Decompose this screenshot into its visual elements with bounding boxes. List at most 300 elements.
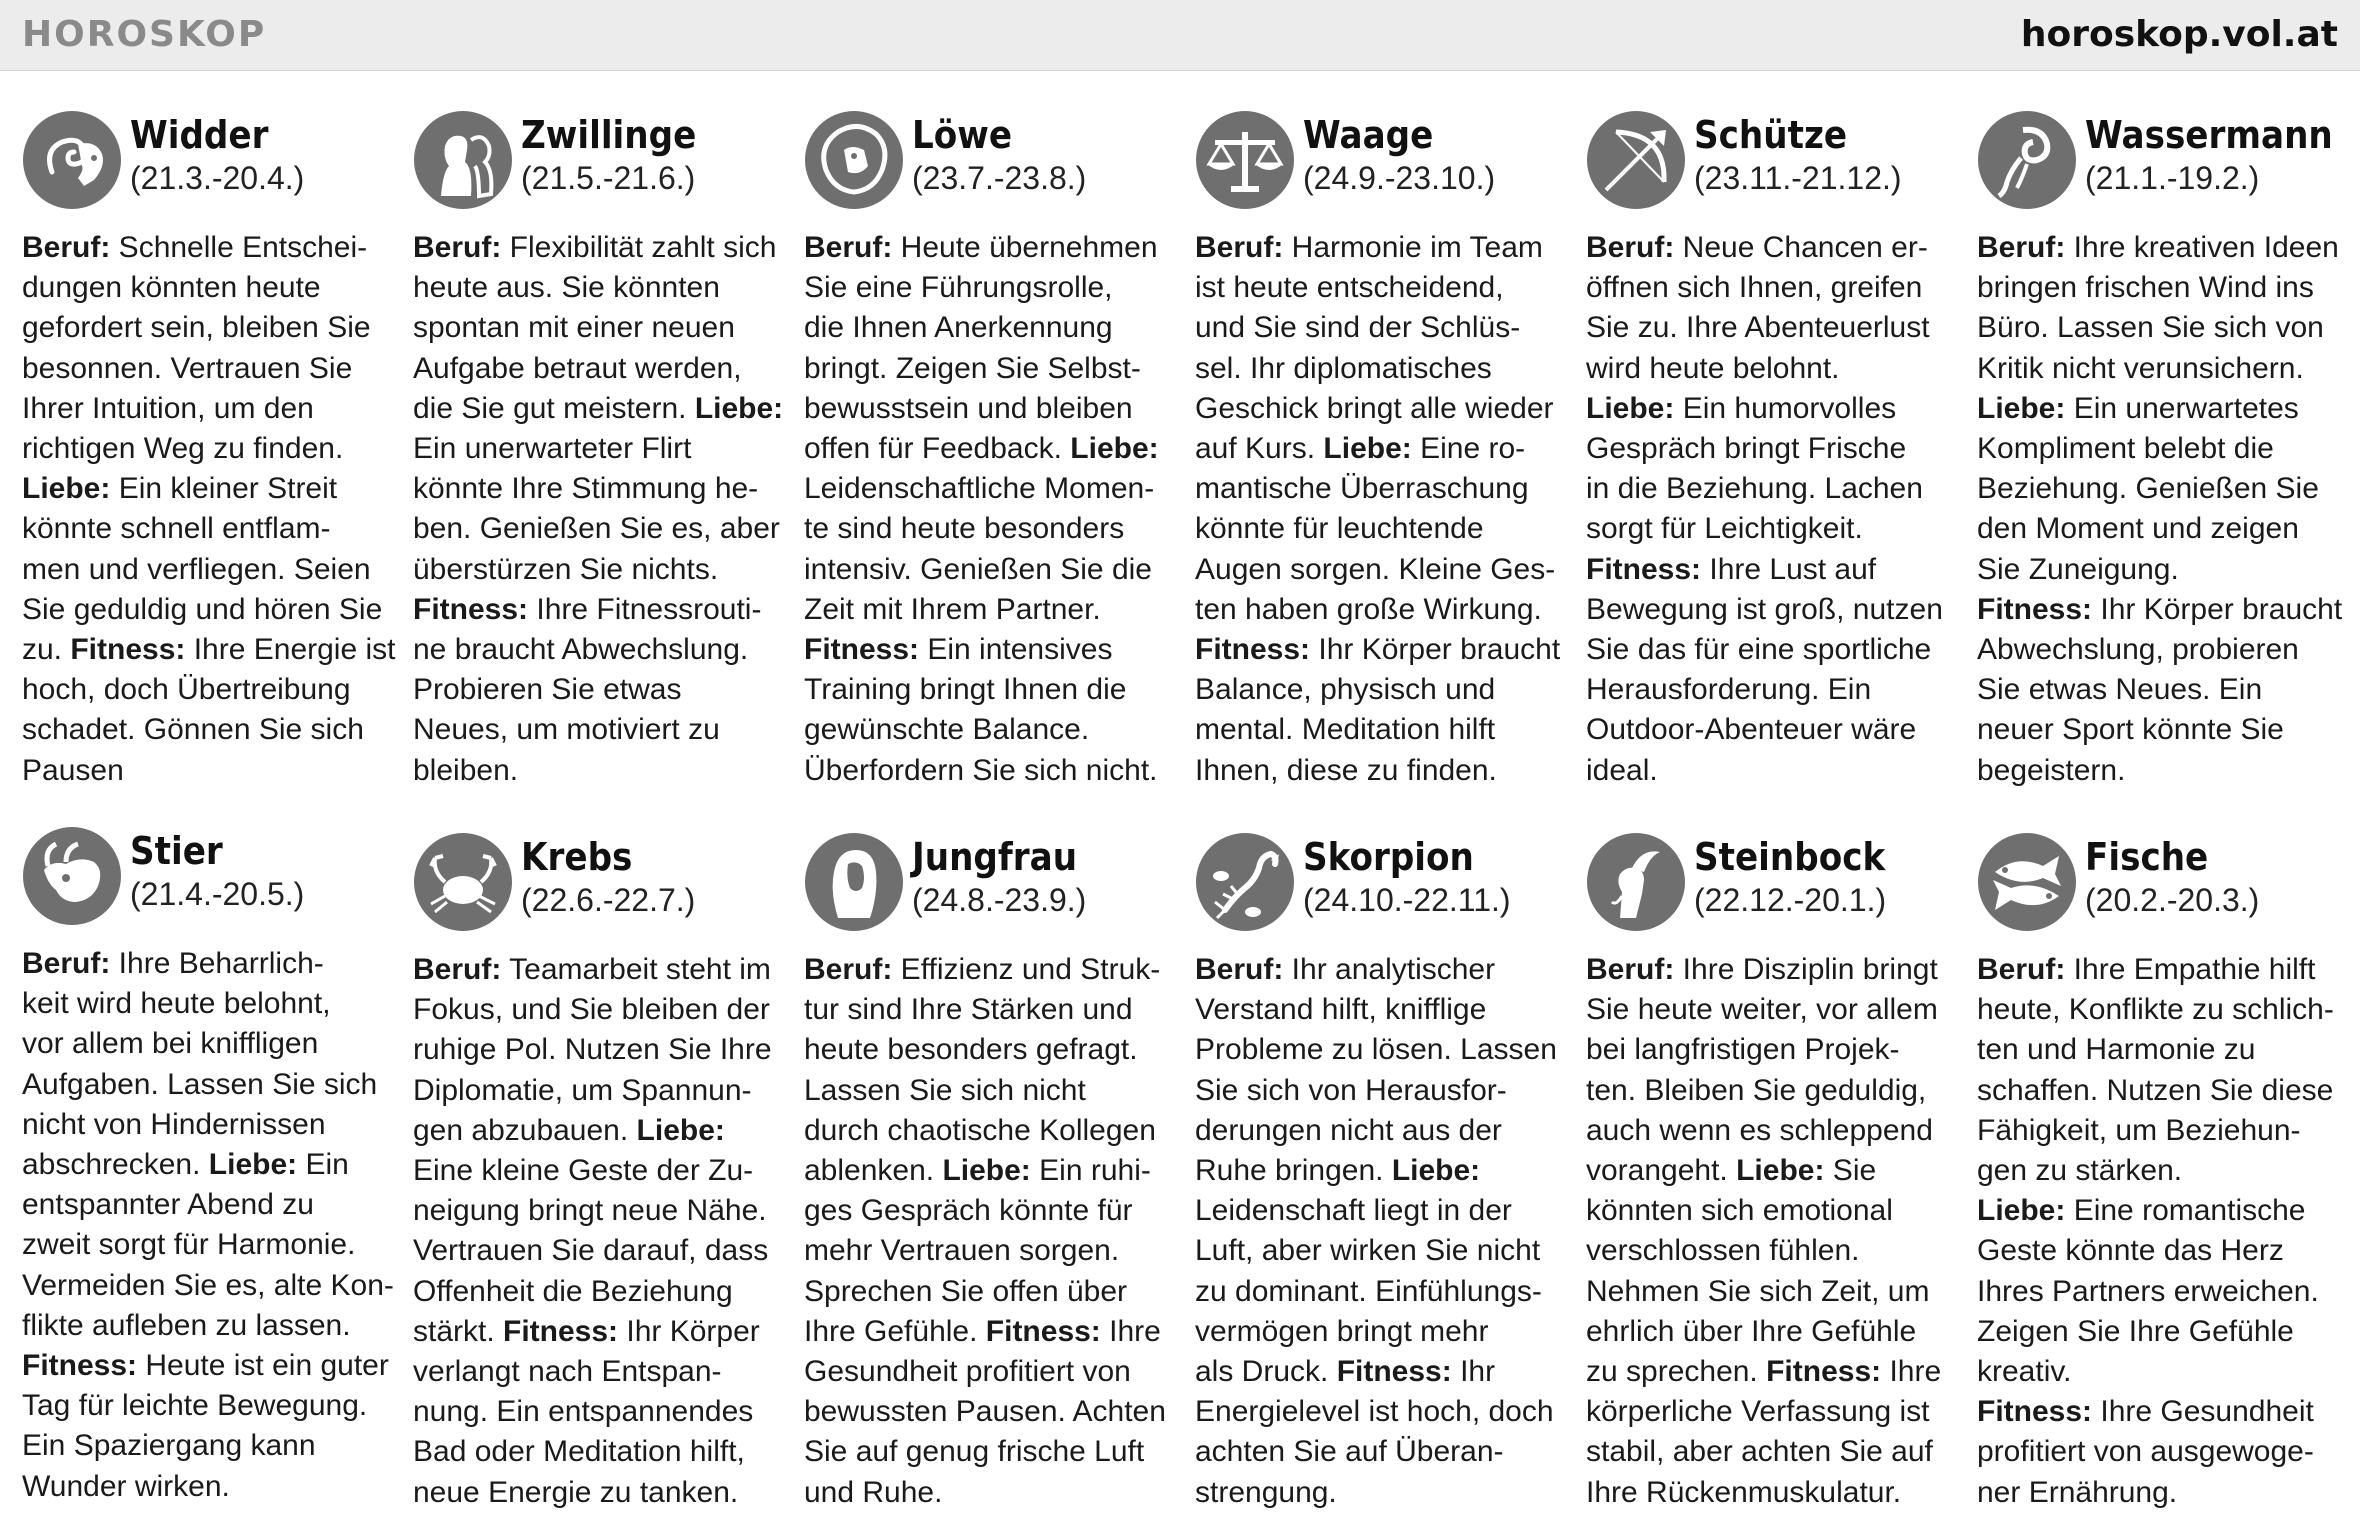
sign-name: Jungfrau [912,835,1078,879]
text-run: Geste könnte das Herz [1977,1234,2284,1268]
text-run: Effizienz und Struk- [892,953,1161,986]
text-line [1586,1392,1956,1432]
text-run: mantische Überraschung [1195,472,1529,506]
taurus-bull-icon [22,826,122,926]
category-label: Beruf: [1586,953,1675,986]
text-line [1195,429,1565,469]
category-label: Beruf: [1977,231,2066,264]
text-line [413,1191,783,1231]
text-run: Fokus, und Sie bleiben der [413,993,770,1027]
text-run: Vertrauen Sie darauf, dass [413,1234,769,1268]
text-run: Ihre [1881,1355,1942,1389]
text-line [22,1306,392,1346]
text-line [413,349,783,389]
text-line [1977,1030,2347,1070]
category-label: Fitness: [1195,633,1311,667]
text-run: Sie das für eine sportliche [1586,633,1932,667]
text-line [1977,268,2347,308]
text-run: gefordert sein, bleiben Sie [22,311,371,345]
sign-dates: (20.2.-20.3.) [2085,882,2260,918]
text-run: Ihre Gefühle. [804,1314,986,1348]
sign-text [22,944,392,1507]
text-line [804,509,1174,549]
sign-name: Schütze [1694,113,1848,157]
text-run: vermögen bringt mehr [1195,1314,1489,1348]
text-line [22,349,392,389]
text-line [22,1105,392,1145]
text-line [1977,509,2347,549]
text-line [413,429,783,469]
text-run: Herausforderung. Ein [1586,673,1872,707]
text-run: öffnen sich Ihnen, greifen [1586,271,1923,305]
text-run: schadet. Gönnen Sie sich [22,713,364,747]
text-line [804,590,1174,630]
text-line [1586,1111,1956,1151]
text-run: Pausen [22,753,124,787]
text-line [1977,429,2347,469]
virgo-maiden-icon [804,832,904,932]
sign-dates: (23.11.-21.12.) [1694,160,1902,196]
text-run: schaffen. Nutzen Sie diese [1977,1073,2334,1107]
text-line [1977,670,2347,710]
text-run: bei langfristigen Projek- [1586,1033,1900,1067]
text-run: mehr Vertrauen sorgen. [804,1234,1120,1268]
text-run: flikte aufleben zu lassen. [22,1308,351,1342]
text-run: Bad oder Meditation hilft, [413,1435,745,1469]
text-run: auch wenn es schleppend [1586,1113,1933,1147]
text-run: Ihre Lust auf [1701,552,1877,586]
aries-ram-icon [22,110,122,210]
sign-dates: (21.1.-19.2.) [2085,160,2260,196]
text-run: Ihre Gesundheit [2092,1395,2314,1429]
text-line [1586,670,1956,710]
text-run: neue Energie zu tanken. [413,1475,739,1509]
text-line [1586,1473,1956,1513]
text-run: ner Ernährung. [1977,1475,2178,1509]
text-line [804,429,1174,469]
text-run: Kritik nicht verunsichern. [1977,351,2304,385]
text-run: bewussten Pausen. Achten [804,1395,1166,1429]
text-run: Verstand hilft, knifflige [1195,993,1487,1027]
sign-dates: (22.12.-20.1.) [1694,882,1887,918]
text-run: besonnen. Vertrauen Sie [22,351,353,385]
text-run: Vermeiden Sie es, alte Kon- [22,1268,394,1302]
text-run: vorangeht. [1586,1154,1737,1188]
text-run: ten und Harmonie zu [1977,1033,2256,1067]
text-run: Sie [1824,1154,1877,1188]
text-line [22,1426,392,1466]
text-run: könnten sich emotional [1586,1194,1893,1228]
text-line [1195,550,1565,590]
text-line [804,268,1174,308]
text-run: dungen könnten heute [22,271,321,305]
text-run: Ihr Körper braucht [1310,633,1561,667]
text-run: Abwechslung, probieren [1977,633,2299,667]
text-line [22,630,396,670]
text-line [1586,429,1956,469]
text-line [22,1266,392,1306]
text-line [1977,1272,2347,1312]
text-run: Sie auf genug frische Luft [804,1435,1145,1469]
text-run: Ein unerwartetes [2065,391,2299,425]
text-run: richtigen Weg zu finden. [22,432,344,466]
text-run: gen zu stärken. [1977,1154,2183,1188]
text-run: Bewegung ist groß, nutzen [1586,592,1943,626]
text-run: Flexibilität zahlt sich [501,231,777,264]
sign-dates: (24.9.-23.10.) [1303,160,1496,196]
text-line [1586,630,1956,670]
text-run: spontan mit einer neuen [413,311,735,345]
text-run: Ihre Disziplin bringt [1674,953,1938,986]
text-run: stärkt. [413,1314,504,1348]
sign-dates: (24.10.-22.11.) [1303,882,1511,918]
category-label: Beruf: [804,231,893,264]
cancer-crab-icon [413,832,513,932]
text-line [22,228,392,268]
text-line [804,710,1174,750]
text-line [413,550,783,590]
text-line [22,944,392,984]
text-run: kreativ. [1977,1355,2072,1389]
sign-name: Zwillinge [521,113,697,157]
text-line [22,710,392,750]
sign-text [413,950,783,1513]
category-label: Liebe: [1977,391,2066,425]
text-run: Ihr [1451,1355,1496,1389]
text-line [22,308,392,348]
text-run: Training bringt Ihnen die [804,673,1127,707]
text-line [1195,630,1565,670]
text-run: Ihre kreativen Ideen [2065,231,2339,264]
text-line [1195,751,1565,791]
text-line [1195,308,1565,348]
text-line [1195,268,1565,308]
text-run: strengung. [1195,1475,1337,1509]
text-run: Gesundheit profitiert von [804,1355,1131,1389]
text-run: und Sie sind der Schlüs- [1195,311,1521,345]
text-run: abschrecken. [22,1148,209,1182]
text-line [22,429,392,469]
text-line [1977,1473,2347,1513]
category-label: Liebe: [1736,1154,1825,1188]
text-line [22,590,392,630]
text-run: Zeigen Sie Ihre Gefühle [1977,1314,2294,1348]
text-run: te sind heute besonders [804,512,1125,546]
text-line [1586,550,1956,590]
sign-text [22,228,396,791]
text-line [413,308,783,348]
sign-name: Wassermann [2085,113,2333,157]
category-label: Beruf: [22,231,111,264]
text-line [804,1111,1174,1151]
text-line [1195,1432,1565,1472]
text-line [22,670,392,710]
category-label: Liebe: [1586,391,1675,425]
text-line [804,1392,1174,1432]
text-run: könnte für leuchtende [1195,512,1484,546]
text-line [1977,630,2347,670]
category-label: Beruf: [413,231,502,264]
category-label: Liebe: [208,1148,298,1182]
text-line [1195,1071,1565,1111]
text-run: verlangt nach Entspan- [413,1355,722,1389]
text-run: Probieren Sie etwas [413,673,682,707]
text-line [413,469,783,509]
text-run: Fähigkeit, um Beziehun- [1977,1113,2301,1147]
text-line [804,228,1174,268]
text-line [1586,990,1956,1030]
text-run: Diplomatie, um Spannun- [413,1073,752,1107]
text-run: heute, Konflikte zu schlich- [1977,993,2334,1027]
text-line [804,308,1174,348]
text-line [413,950,783,990]
text-run: neigung bringt neue Nähe. [413,1194,767,1228]
text-run: auf Kurs. [1195,432,1324,466]
sign-text [1195,228,1565,791]
text-line [22,509,392,549]
text-run: ges Gespräch könnte für [804,1194,1133,1228]
text-line [804,349,1174,389]
category-label: Beruf: [804,953,893,986]
text-line [1586,1030,1956,1070]
category-label: Beruf: [1586,231,1675,264]
pisces-fish-icon [1977,832,2077,932]
text-line [1195,590,1565,630]
scorpio-scorpion-icon [1195,832,1295,932]
text-run: stabil, aber achten Sie auf [1586,1435,1933,1469]
category-label: Beruf: [1195,231,1284,264]
category-label: Fitness: [22,1349,138,1383]
text-run: ehrlich über Ihre Gefühle [1586,1314,1917,1348]
site-link[interactable]: horoskop.vol.at [2020,14,2338,55]
text-run: heute aus. Sie könnten [413,271,720,305]
text-line [1977,1352,2347,1392]
text-run: heute besonders gefragt. [804,1033,1138,1067]
gemini-twins-icon [413,110,513,210]
text-run: körperliche Verfassung ist [1586,1395,1930,1429]
text-run: durch chaotische Kollegen [804,1113,1156,1147]
text-line [413,751,783,791]
text-run: bewusstsein und bleiben [804,391,1133,425]
text-run: Ein ruhi- [1030,1154,1151,1188]
text-line [804,1473,1174,1513]
category-label: Fitness: [804,633,920,667]
text-run: mental. Meditation hilft [1195,713,1496,747]
text-run: Neues, um motiviert zu [413,713,720,747]
sign-text [1977,950,2347,1513]
text-run: nung. Ein entspannendes [413,1395,754,1429]
category-label: Fitness: [1977,1395,2093,1429]
text-run: ruhige Pol. Nutzen Sie Ihre [413,1033,772,1067]
text-line [22,1185,392,1225]
category-label: Liebe: [1323,432,1412,466]
text-run: Ihres Partners erweichen. [1977,1274,2319,1308]
text-line [804,469,1174,509]
text-run: ideal. [1586,753,1658,787]
text-line [1586,1352,1956,1392]
text-run: Ihr Körper braucht [2092,592,2343,626]
text-run: Teamarbeit steht im [501,953,771,986]
text-line [1195,1030,1565,1070]
sign-text [1586,950,1956,1513]
aquarius-water-bearer-icon [1977,110,2077,210]
text-line [1586,710,1956,750]
text-run: Ihrer Intuition, um den [22,391,314,425]
sagittarius-bow-icon [1586,110,1686,210]
category-label: Liebe: [22,472,111,506]
text-line [413,1352,783,1392]
text-line [1586,469,1956,509]
text-line [1195,1352,1565,1392]
category-label: Fitness: [1586,552,1702,586]
sign-text [1195,950,1565,1513]
text-line [413,268,783,308]
text-run: bleiben. [413,753,519,787]
sign-name: Skorpion [1303,835,1474,879]
category-label: Fitness: [1336,1355,1452,1389]
text-run: sel. Ihr diplomatisches [1195,351,1492,385]
text-line [413,1312,783,1352]
text-run: derungen nicht aus der [1195,1113,1502,1147]
text-line [1195,1231,1565,1271]
text-run: Nehmen Sie sich Zeit, um [1586,1274,1930,1308]
text-line [22,1225,392,1265]
text-run: Beziehung. Genießen Sie [1977,472,2319,506]
text-line [1586,268,1956,308]
text-run: sorgt für Leichtigkeit. [1586,512,1863,546]
text-run: begeistern. [1977,753,2126,787]
text-line [413,1272,783,1312]
text-run: könnte schnell entflam- [22,512,331,546]
text-run: Tag für leichte Bewegung. [22,1389,368,1423]
text-line [804,1071,1174,1111]
text-line [804,670,1174,710]
text-run: Ein Spaziergang kann [22,1429,316,1463]
text-line [1195,1272,1565,1312]
text-line [804,1312,1174,1352]
text-run: Offenheit die Beziehung [413,1274,733,1308]
text-run: Ihr analytischer [1283,953,1496,986]
text-line [22,1145,392,1185]
text-line [1977,1432,2347,1472]
text-run: men und verfliegen. Seien [22,552,371,586]
text-line [1977,550,2347,590]
text-line [1195,1191,1565,1231]
text-line [1977,389,2347,429]
category-label: Fitness: [985,1314,1101,1348]
text-line [1977,1392,2347,1432]
text-run: nicht von Hindernissen [22,1107,326,1141]
category-label: Liebe: [1070,432,1159,466]
text-run: Eine ro- [1411,432,1526,466]
text-line [804,630,1174,670]
text-line [1195,228,1565,268]
category-label: Liebe: [636,1113,725,1147]
text-line [804,990,1174,1030]
text-line [413,1473,783,1513]
text-line [804,751,1174,791]
category-label: Beruf: [413,953,502,986]
text-run: Sie zu. Ihre Abenteuerlust [1586,311,1930,345]
text-line [413,710,783,750]
text-run: Büro. Lassen Sie sich von [1977,311,2324,345]
text-run: und Ruhe. [804,1475,943,1509]
text-run: Zeit mit Ihrem Partner. [804,592,1101,626]
text-run: Neue Chancen er- [1674,231,1928,264]
text-run: Energielevel ist hoch, doch [1195,1395,1554,1429]
leo-lion-icon [804,110,904,210]
text-line [1977,950,2347,990]
text-run: Harmonie im Team [1283,231,1543,264]
text-run: bringt. Zeigen Sie Selbst- [804,351,1141,385]
sign-name: Stier [130,829,223,873]
text-line [22,550,392,590]
text-run: Sie sich von Herausfor- [1195,1073,1507,1107]
text-run: Ihre Empathie hilft [2065,953,2316,986]
text-line [1977,1071,2347,1111]
text-line [1195,990,1565,1030]
text-run: gewünschte Balance. [804,713,1090,747]
text-line [22,469,392,509]
text-run: tur sind Ihre Stärken und [804,993,1133,1027]
text-line [1586,1272,1956,1312]
text-line [1195,469,1565,509]
text-run: ablenken. [804,1154,943,1188]
text-line [1977,1111,2347,1151]
text-run: bringen frischen Wind ins [1977,271,2314,305]
text-run: wird heute belohnt. [1586,351,1840,385]
text-line [413,630,783,670]
text-line [1977,1231,2347,1271]
sign-name: Widder [130,113,269,157]
category-label: Beruf: [1195,953,1284,986]
text-run: Ruhe bringen. [1195,1154,1392,1188]
text-run: Leidenschaftliche Momen- [804,472,1155,506]
text-run: Sprechen Sie offen über [804,1274,1128,1308]
text-run: Lassen Sie sich nicht [804,1073,1086,1107]
text-line [804,950,1174,990]
text-run: ne braucht Abwechslung. [413,633,749,667]
text-run: Leidenschaft liegt in der [1195,1194,1512,1228]
text-run: intensiv. Genießen Sie die [804,552,1152,586]
text-run: Ihr Körper [618,1314,760,1348]
text-run: Balance, physisch und [1195,673,1496,707]
text-line [413,1111,783,1151]
libra-scales-icon [1195,110,1295,210]
text-line [1195,349,1565,389]
text-line [804,1352,1174,1392]
text-run: die Ihnen Anerkennung [804,311,1113,345]
text-run: Ein intensives [919,633,1113,667]
text-line [804,1151,1174,1191]
text-line [1977,228,2347,268]
text-line [22,1467,392,1507]
text-line [1195,1111,1565,1151]
text-run: Augen sorgen. Kleine Ges- [1195,552,1556,586]
text-line [1586,509,1956,549]
text-run: zu. [22,633,71,667]
text-line [1586,1432,1956,1472]
text-line [1586,349,1956,389]
text-run: zu sprechen. [1586,1355,1767,1389]
text-line [1195,1312,1565,1352]
text-line [1977,469,2347,509]
text-line [1977,710,2347,750]
sign-dates: (21.4.-20.5.) [130,876,305,912]
text-run: hoch, doch Übertreibung [22,673,351,707]
sign-name: Löwe [912,113,1013,157]
text-line [413,389,783,429]
